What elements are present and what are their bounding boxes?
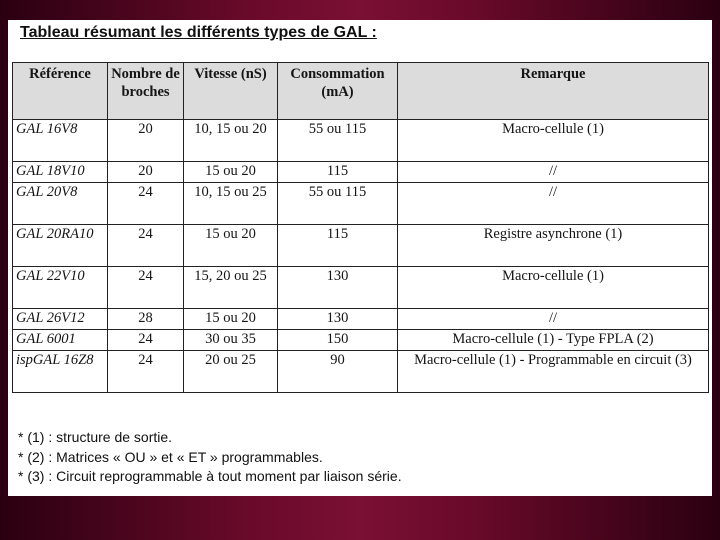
footnote-3: * (3) : Circuit reprogrammable à tout moment par liaison série. xyxy=(18,468,402,484)
cell-reference: GAL 22V10 xyxy=(13,267,108,309)
cell-vitesse: 15 ou 20 xyxy=(184,225,278,267)
cell-broches: 24 xyxy=(108,351,184,393)
cell-consommation: 115 xyxy=(278,162,398,183)
cell-broches: 24 xyxy=(108,330,184,351)
cell-vitesse: 15 ou 20 xyxy=(184,162,278,183)
cell-reference: GAL 20RA10 xyxy=(13,225,108,267)
cell-reference: GAL 26V12 xyxy=(13,309,108,330)
cell-consommation: 115 xyxy=(278,225,398,267)
page-title: Tableau résumant les différents types de GAL : xyxy=(20,24,377,41)
cell-reference: GAL 18V10 xyxy=(13,162,108,183)
cell-vitesse: 15 ou 20 xyxy=(184,309,278,330)
cell-remarque: // xyxy=(398,183,709,225)
table-row xyxy=(13,309,709,330)
cell-consommation: 130 xyxy=(278,267,398,309)
header-remarque: Remarque xyxy=(398,63,709,120)
cell-vitesse: 15, 20 ou 25 xyxy=(184,267,278,309)
table-row xyxy=(13,267,709,309)
cell-reference: ispGAL 16Z8 xyxy=(13,351,108,393)
table-row xyxy=(13,225,709,267)
cell-reference: GAL 16V8 xyxy=(13,120,108,162)
cell-remarque: Macro-cellule (1) - Type FPLA (2) xyxy=(398,330,709,351)
cell-remarque: Macro-cellule (1) - Programmable en circuit (3) xyxy=(398,351,709,393)
table-row xyxy=(13,351,709,393)
table-row xyxy=(13,162,709,183)
cell-remarque: Macro-cellule (1) xyxy=(398,120,709,162)
table-row xyxy=(13,330,709,351)
cell-vitesse: 10, 15 ou 20 xyxy=(184,120,278,162)
table-header-row xyxy=(13,63,709,120)
cell-remarque: // xyxy=(398,162,709,183)
gal-types-table xyxy=(12,62,709,393)
slide-page xyxy=(8,20,712,496)
cell-broches: 20 xyxy=(108,120,184,162)
cell-consommation: 55 ou 115 xyxy=(278,183,398,225)
cell-broches: 24 xyxy=(108,183,184,225)
footnote-2: * (2) : Matrices « OU » et « ET » programmables. xyxy=(18,448,323,465)
header-vitesse: Vitesse (nS) xyxy=(184,63,278,120)
header-reference: Référence xyxy=(13,63,108,120)
cell-broches: 28 xyxy=(108,309,184,330)
cell-reference: GAL 20V8 xyxy=(13,183,108,225)
footnotes xyxy=(18,428,402,487)
cell-reference: GAL 6001 xyxy=(13,330,108,351)
cell-remarque: Macro-cellule (1) xyxy=(398,267,709,309)
cell-consommation: 130 xyxy=(278,309,398,330)
cell-broches: 20 xyxy=(108,162,184,183)
cell-broches: 24 xyxy=(108,267,184,309)
cell-consommation: 150 xyxy=(278,330,398,351)
footnote-1: * (1) : structure de sortie. xyxy=(18,429,173,445)
cell-remarque: Registre asynchrone (1) xyxy=(398,225,709,267)
cell-consommation: 55 ou 115 xyxy=(278,120,398,162)
cell-vitesse: 30 ou 35 xyxy=(184,330,278,351)
cell-consommation: 90 xyxy=(278,351,398,393)
cell-remarque: // xyxy=(398,309,709,330)
table-row xyxy=(13,183,709,225)
cell-vitesse: 10, 15 ou 25 xyxy=(184,183,278,225)
header-consommation: Consommation (mA) xyxy=(278,63,398,120)
table-row xyxy=(13,120,709,162)
cell-vitesse: 20 ou 25 xyxy=(184,351,278,393)
cell-broches: 24 xyxy=(108,225,184,267)
header-broches: Nombre de broches xyxy=(108,63,184,120)
